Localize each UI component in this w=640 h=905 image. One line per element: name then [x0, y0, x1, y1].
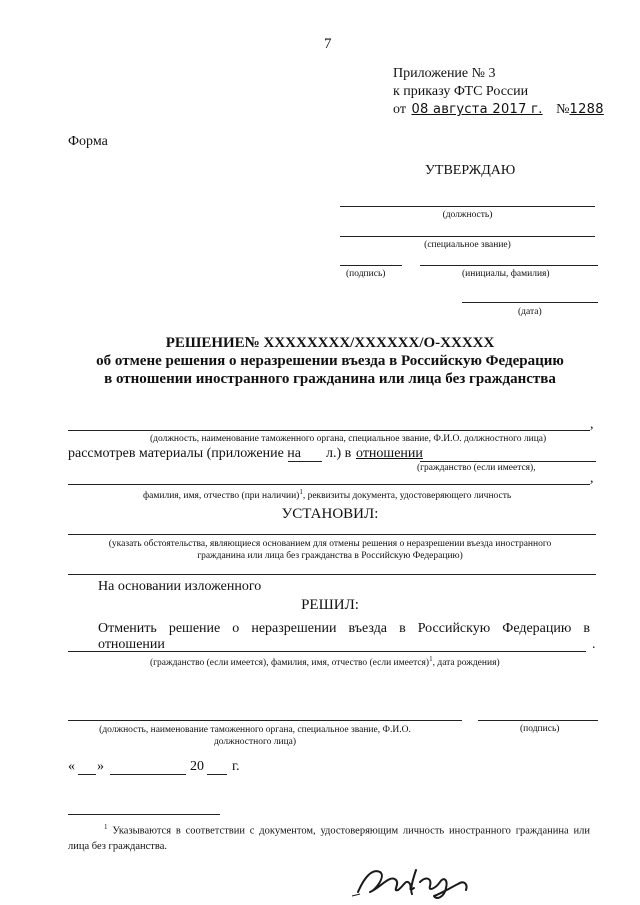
order-number-prefix: № — [556, 102, 570, 117]
basis-text: На основании изложенного — [98, 579, 262, 594]
approve-rank-caption: (специальное звание) — [424, 240, 511, 250]
approve-name-caption: (инициалы, фамилия) — [462, 269, 550, 279]
date-year-prefix: 20 — [190, 759, 204, 774]
footnote-separator — [68, 814, 220, 815]
appendix-line-2: к приказу ФТС России — [393, 84, 529, 99]
review-citizenship-line — [420, 461, 596, 462]
official-caption: (должность, наименование таможенного органа, специальное звание, Ф.И.О. должностного лица) — [150, 434, 547, 444]
decision-subtitle-1: об отмене решения о неразрешении въезда в Российскую Федерацию — [96, 353, 564, 369]
approve-rank-line — [340, 236, 595, 237]
circumstances-caption: (указать обстоятельства, являющиеся основанием для отмены решения о неразрешении въезда иностранного гражданина или лица без гражданства в Российскую Федерацию) — [108, 539, 552, 561]
approve-date-line — [462, 302, 598, 303]
decision-caption-part-1: (гражданство (если имеется), фамилия, имя, отчество (если имеется) — [150, 658, 430, 669]
footnote-ref: 1 — [299, 488, 303, 496]
approve-signature-line — [340, 265, 402, 266]
signer-line — [68, 720, 462, 721]
decision-text: Отменить решение о неразрешении въезда в Российскую Федерацию в отношении — [98, 621, 590, 652]
date-month-line — [110, 774, 186, 775]
footnote-mark: 1 — [104, 823, 108, 831]
circumstances-line — [68, 534, 596, 535]
person-caption — [143, 488, 511, 501]
approve-signature-caption: (подпись) — [346, 269, 386, 279]
decided-heading: РЕШИЛ: — [301, 597, 359, 613]
order-date-prefix: от — [393, 102, 406, 117]
date-day-line — [78, 774, 96, 775]
signer-signature-line — [478, 720, 598, 721]
person-comma: , — [590, 471, 594, 486]
decision-person-line — [68, 651, 586, 652]
date-open-quote: « — [68, 759, 75, 774]
order-number: 1288 — [569, 102, 604, 117]
footnote-text: Указываются в соответствии с документом, удостоверяющим личность иностранного гражданина или лица без гражданства. — [68, 825, 590, 852]
decision-caption — [150, 655, 500, 668]
decision-footnote-ref: 1 — [429, 655, 433, 663]
form-label: Форма — [68, 134, 108, 149]
approve-position-line — [340, 206, 595, 207]
decision-caption-part-2: , дата рождения) — [432, 658, 500, 669]
approve-name-line — [420, 265, 598, 266]
date-year-line — [207, 774, 227, 775]
person-line — [68, 484, 590, 485]
review-text-2: л.) в — [326, 446, 352, 461]
citizenship-caption: (гражданство (если имеется), — [417, 463, 536, 473]
date-year-suffix: г. — [232, 759, 240, 774]
decision-dot: . — [592, 637, 596, 652]
appendix-line-3 — [393, 102, 604, 118]
review-text-1: рассмотрев материалы (приложение на — [68, 446, 301, 461]
review-value: отношении — [356, 446, 423, 461]
date-close-quote: » — [97, 759, 104, 774]
official-line — [68, 430, 590, 431]
handwritten-signature — [350, 858, 480, 902]
circumstances-line-2 — [68, 574, 596, 575]
person-caption-part-1: фамилия, имя, отчество (при наличии) — [143, 491, 300, 502]
appendix-line-1: Приложение № 3 — [393, 66, 496, 81]
approve-title: УТВЕРЖДАЮ — [425, 163, 516, 178]
approve-date-caption: (дата) — [518, 307, 542, 317]
page-number: 7 — [324, 36, 332, 52]
signer-signature-caption: (подпись) — [520, 724, 560, 734]
established-heading: УСТАНОВИЛ: — [281, 506, 379, 522]
official-comma: , — [590, 417, 594, 432]
decision-title: РЕШЕНИЕ№ XXXXXXXX/XXXXXX/О-XXXXX — [165, 335, 495, 351]
approve-position-caption: (должность) — [442, 210, 493, 220]
signer-caption: (должность, наименование таможенного органа, специальное звание, Ф.И.О. должностного лица) — [99, 725, 411, 747]
order-date: 08 августа 2017 г. — [411, 102, 543, 117]
footnote — [68, 820, 590, 854]
decision-subtitle-2: в отношении иностранного гражданина или лица без гражданства — [104, 371, 556, 387]
person-caption-part-2: , реквизиты документа, удостоверяющего личность — [302, 491, 512, 502]
review-pages-line — [288, 461, 322, 462]
